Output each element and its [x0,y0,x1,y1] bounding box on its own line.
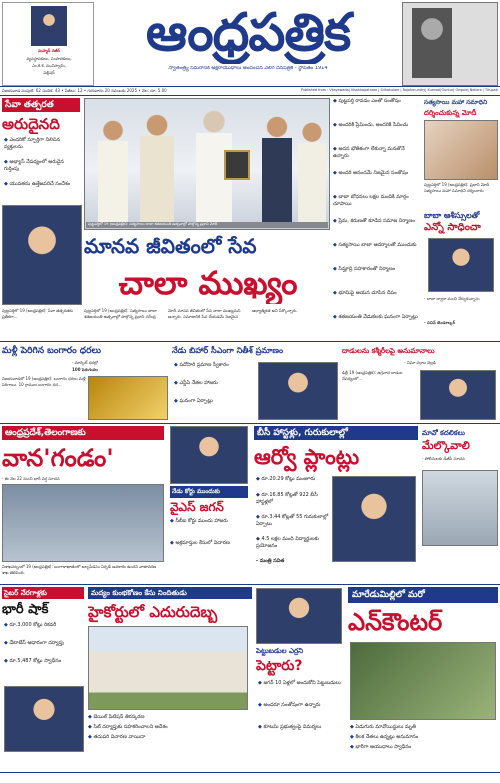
masthead-tagline: స్వాతంత్ర్య సమరానికి అక్షరాయుధాలు అందించిన వెలిగె దినపత్రిక - స్థాపితం 1914 [168,66,328,71]
court-photo [88,626,248,710]
founder-photo [31,6,67,46]
encounter-bullet-1: ◆ ఏడుగురు మావోయిస్టులు మృతి [350,724,498,731]
gold-body: విజయవాడలో 19 (ఆంధ్రపత్రిక): బంగారం ధరలు మళ్లీ పెరిగాయి. 10 గ్రాముల బంగారం ధర... [2,376,86,387]
nitish-photo [258,362,338,420]
lead-headline-2: చాలా ముఖ్యం [118,264,298,302]
shock-bullet-2: ◆ డేటాబేస్ ఆధారంగా దర్యాప్తు [4,640,84,647]
row1-rule [0,341,500,342]
jagan-head: వైఎస్ జగన్ [170,500,224,514]
masthead-rule [0,86,500,87]
jagan-photo [170,426,248,484]
side-head-2: బాబా ఆశీస్సులతో [424,211,480,220]
side-tag-2: దర్శించుకున్న మోదీ [424,109,477,117]
shock-bullet-1: ◆ రూ.3,000 కోట్లు రికవరీ [4,622,84,629]
lead-bullets [333,98,421,338]
hostels-bullet-3: ◆ రూ.3.44 కోట్లతో 55 గురుకులాల్లో ఏర్పాటు [256,514,330,528]
nitish-bullet-3: ◆ ఘనంగా ఏర్పాట్లు [174,398,254,405]
petition-bullet-3: ◆ కూటమి ప్రభుత్వంపై విమర్శలు [258,724,344,731]
lead-photo-frame [224,150,250,180]
court-bullet-3: ◆ తదుపరి విచారణ వాయిదా [88,734,252,741]
side-head-2b: ఎన్నో సాధించా [424,222,481,233]
seva-head: అరుదైనది [2,115,60,133]
lead-body: పుట్టపర్తిలో 19 (ఆంధ్రపత్రిక): సత్యసాయి బాబా శతజయంతి ఉత్సవాల్లో పాల్గొన్న ప్రధాని నరేంద్ర మోదీ మానవ జీవితంలో సేవ చాలా ముఖ్యమని అన్నారు. సమాజానికి సేవ చేయడమే నిజమైన ఆధ్యాత్మికత అని పేర్కొన్నారు. [84,308,298,319]
side-tag-1: సత్యసాయి మహా సమాధిని [424,99,488,106]
footer-rule [0,772,500,773]
court-head: హైకోర్టులో ఎదురుదెబ్బ [88,603,218,621]
encounter-bullet-3: ◆ భారీగా ఆయుధాలు స్వాధీనం [350,744,498,751]
gold-head: మళ్లీ పెరిగిన బంగారం ధరలు [2,346,101,356]
encounter-head: ఎన్‌కౌంటర్ [348,608,443,636]
lead-bullet-1: ◆ పుట్టపర్తి రావడం ఎంతో సంతోషం [333,98,421,122]
seva-bullet-3: ◆ యువతను ఉత్తేజపరిచే సందేశం [4,181,80,188]
lead-photo-person-4 [262,114,292,222]
rain-photo [2,484,164,562]
court-bullet-1: ◆ బెయిల్ పిటిషన్ తిరస్కరణ [88,714,252,721]
seva-caption: పుట్టపర్తిలో 19 (ఆంధ్రపత్రిక): సేవా తత్పరతకు ప్రతీకగా... [2,308,73,319]
dateline: విజయవాడ సంపుటి: 62 సంచిక: 43 • పేజీలు: 12 • గురువారం 20 నవంబరు 2025 • వెల: రూ. 5.00 [2,88,167,93]
founder-box [2,2,94,86]
maoists-tag: మావో కదలికలు [422,429,465,437]
petition-bullet-1: ◆ జగన్ 10 ఏళ్లలో అందుకోని పెట్టుబడులు [258,680,344,687]
editions: Published from : Vijayawada| Visakhapatnam | Srikakulam | Rajahmundry| Kurnool|Guntur| Ongole| Nellore | Tirupati [300,88,498,92]
shock-head: భారీ షాక్ [2,602,49,617]
hostels-bullet-4: ◆ 4.5 లక్షల మంది విద్యార్థులకు ప్రయోజనం [256,536,330,550]
founder-caption-2: ఎం.కె.కె. మునిస్వామి, [31,63,67,68]
maoists-sub: - పోలీసులకు డీజీపీ సూచన [422,456,465,461]
maoists-photo [422,470,498,546]
petition-photo [256,588,342,644]
founder-caption-3: పబ్లిషర్ [43,70,55,75]
founder-caption-1: వ్యవస్థాపకులు, సంపాదకులు, [26,56,72,61]
rain-tag: ఆంధ్రప్రదేశ్,తెలంగాణకు [2,426,164,440]
shock-bullet-3: ◆ రూ.5,487 కోట్లు స్వాధీనం [4,658,84,665]
lead-bullet-4: ◆ అందరి ఆనందమే నిజమైన సంతోషం [333,170,421,194]
gold-sub-1: - మార్కెట్ ధరల్లో [71,360,99,365]
gold-sub-2: 100 పెరుగుదల [72,367,98,372]
lead-bullet-8: ◆ సిమ్హాద్రి సహకారంతో నిర్మాణం [333,266,421,290]
nitish-bullet-1: ◆ పదోసారి ప్రమాణ స్వీకారం [174,362,254,369]
petition-head: పెట్టారు? [256,658,303,674]
dateline-rule [0,95,500,96]
rain-sub: - ఈ నెల 22 నుంచి భారీ వర్ష సూచన [2,476,60,481]
seva-tag: సేవా తత్పరత [2,98,80,112]
hostels-bullet-2: ◆ రూ.16.85 కోట్లతో 922 బీసీ హాస్టళ్లలో [256,492,330,506]
nitish-bullet-2: ◆ ఎన్డీఏ నేతల హాజరు [174,380,254,387]
encounter-tag: మారేడుమిల్లిలో మరో [348,587,498,603]
lead-photo-person-2 [140,112,174,222]
seva-photo [2,205,82,305]
maoists-head: మేల్కొవాలి [422,439,470,452]
lead-bullet-5: ◆ బాబా బోధనలు లక్షల మందికి మార్గం చూపాయి [333,194,421,218]
lead-headline-1: మానవ జీవితంలో సేవ [84,234,257,258]
lead-bullet-7: ◆ సత్యసాయి బాబా ఆదర్శాలతో ముందుకు [333,242,421,266]
rain-head: వాన'గండం' [2,444,114,472]
rain-body: విశాఖపట్నంలో 19 (ఆంధ్రపత్రిక): బంగాళాఖాతంలో అల్పపీడనం ఏర్పడే అవకాశం ఉందని వాతావరణ శాఖ తెలిపింది. [2,564,157,575]
lead-bullet-2: ◆ అందరికీ ప్రేమించు, అందరికీ సేవించు [333,122,421,146]
lead-bullet-10: ◆ శతజయంతి వేడుకలకు ఘనంగా ఏర్పాట్లు [333,314,421,338]
row2-rule [0,423,500,424]
shock-tag: సైబర్ నేరగాళ్లకు [2,587,84,599]
lead-photo-caption: పుట్టపర్తిలో 19 (ఆంధ్రపత్రిక): సత్యసాయి బాబా శతజయంతి ఉత్సవాల్లో పాల్గొన్న ప్రధాని మోదీ [86,222,328,228]
lead-photo-person-5 [298,120,326,222]
side-caption-1: పుట్టపర్తిలో 19 (ఆంధ్రపత్రిక): ప్రధాని మోదీ సత్యసాయి మహా సమాధిని దర్శించారు [424,182,490,193]
encounter-photo [350,642,496,720]
lead-bullet-6: ◆ ప్రేమ, కరుణతో కూడిన సమాజ నిర్మాణం [333,218,421,242]
kashmir-sub: - నిఘా వర్గాల వెల్లడి [404,360,436,365]
hostels-photo [332,476,416,562]
jagan-tag: నేడు కోర్టు ముందుకు [170,486,248,498]
row3-rule [0,584,500,585]
lead-photo-person-1 [98,118,128,222]
stamp-portrait [412,8,452,78]
jagan-bullet-2: ◆ అక్రమాస్తుల కేసులో విచారణ [170,540,250,547]
side-quote: - బాబా ద్వారా మంచి నేర్చుకున్నాను [424,296,480,301]
gold-photo [88,376,168,420]
lead-bullet-3: ◆ అదన భౌతికంగా లేకున్నా మనతోనే ఉన్నారు [333,146,421,170]
lead-bullet-9: ◆ భూమిపై ఆయన చూపిన దీపం [333,290,421,314]
petition-bullet-2: ◆ అందరూ సంతోషంగా ఉన్నారు [258,702,344,709]
jagan-bullet-1: ◆ సీబీఐ కోర్టు ముందు హాజరు [170,518,250,525]
side-quote-2: - సచిన్ టెండూల్కర్ [424,320,455,325]
hostels-bullet-1: ◆ రూ.20.29 కోట్లు మంజూరు [256,476,330,483]
petition-tag: పెట్టుబడుల ఎర్రని [256,647,304,655]
court-tag: మద్యం కుంభకోణం కేసు నిందితుడు [88,587,252,599]
hostels-head: బీసీ హాస్టళ్లు, గురుకులాల్లో [254,426,418,440]
editor-name: మహ్మద్ నజీర్ [38,48,60,53]
seva-bullet-2: ◆ అభ్యాస్ నేపథ్యంలో అరుదైన గుర్తింపు [4,159,80,173]
seva-bullet-1: ◆ ఎందరికో స్ఫూర్తిగా నిలిచిన వ్యక్తులను [4,137,80,151]
kashmir-head: దాడులను కశ్మీరీలపై అనుమానాలు [342,347,435,355]
side-photo-2 [428,238,494,292]
hostels-footer: - మంత్రి సవిత [256,558,285,564]
side-photo-1 [424,120,498,180]
hostels-head-2: ఆర్వో ప్లాంట్లు [254,445,360,469]
encounter-bullet-2: ◆ కీలక నేతలు ఉన్నట్లు అనుమానం [350,734,498,741]
kashmir-photo [420,370,496,420]
masthead-title: ఆంధ్రపత్రిక [145,2,351,63]
kashmir-body: ఢిల్లీ 19 (ఆంధ్రపత్రిక): ఉగ్రవాద దాడుల నేపథ్యంలో... [342,370,403,381]
nitish-head: నేడు బిహార్ సీఎంగా నితీశ్ ప్రమాణం [172,346,284,355]
shock-photo [4,686,84,752]
court-bullet-2: ◆ సిట్ దర్యాప్తుకు సహకరించాలని ఆదేశం [88,724,252,731]
